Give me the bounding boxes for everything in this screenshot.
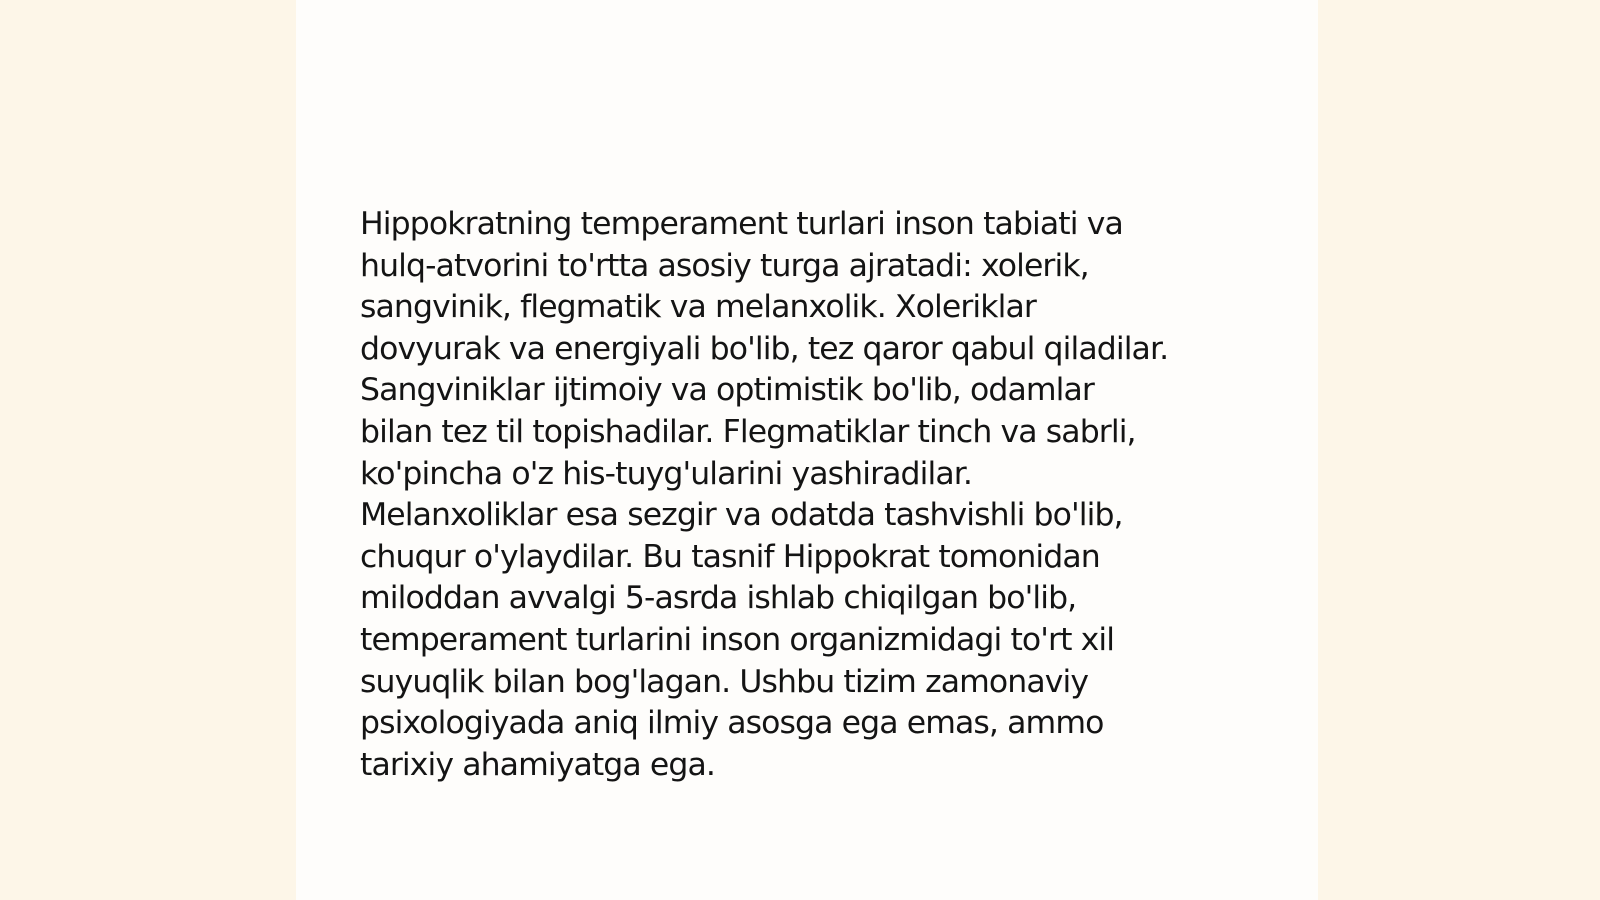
- document-page: [296, 0, 1318, 900]
- paragraph-line: psixologiyada aniq ilmiy asosga ega emas, ammo: [360, 705, 1104, 742]
- paragraph-line: suyuqlik bilan bog'lagan. Ushbu tizim zamonaviy: [360, 663, 1089, 700]
- paragraph-line: chuqur o'ylaydilar. Bu tasnif Hippokrat tomonidan: [360, 538, 1100, 575]
- paragraph-line: sangvinik, flegmatik va melanxolik. Xoleriklar: [360, 289, 1036, 326]
- paragraph-line: tarixiy ahamiyatga ega.: [360, 746, 716, 783]
- paragraph-line: Hippokratning temperament turlari inson tabiati va: [360, 206, 1123, 242]
- paragraph-line: dovyurak va energiyali bo'lib, tez qaror qabul qiladilar.: [360, 330, 1169, 367]
- paragraph-line: temperament turlarini inson organizmidagi to'rt xil: [360, 621, 1115, 658]
- paragraph-line: Sangviniklar ijtimoiy va optimistik bo'lib, odamlar: [360, 372, 1094, 409]
- paragraph-line: hulq-atvorini to'rtta asosiy turga ajratadi: xolerik,: [360, 247, 1089, 284]
- paragraph-line: bilan tez til topishadilar. Flegmatiklar tinch va sabrli,: [360, 413, 1136, 450]
- body-paragraph: [360, 204, 1260, 786]
- paragraph-line: ko'pincha o'z his-tuyg'ularini yashiradilar.: [360, 455, 972, 492]
- paragraph-line: miloddan avvalgi 5-asrda ishlab chiqilgan bo'lib,: [360, 580, 1077, 617]
- paragraph-line: Melanxoliklar esa sezgir va odatda tashvishli bo'lib,: [360, 497, 1123, 534]
